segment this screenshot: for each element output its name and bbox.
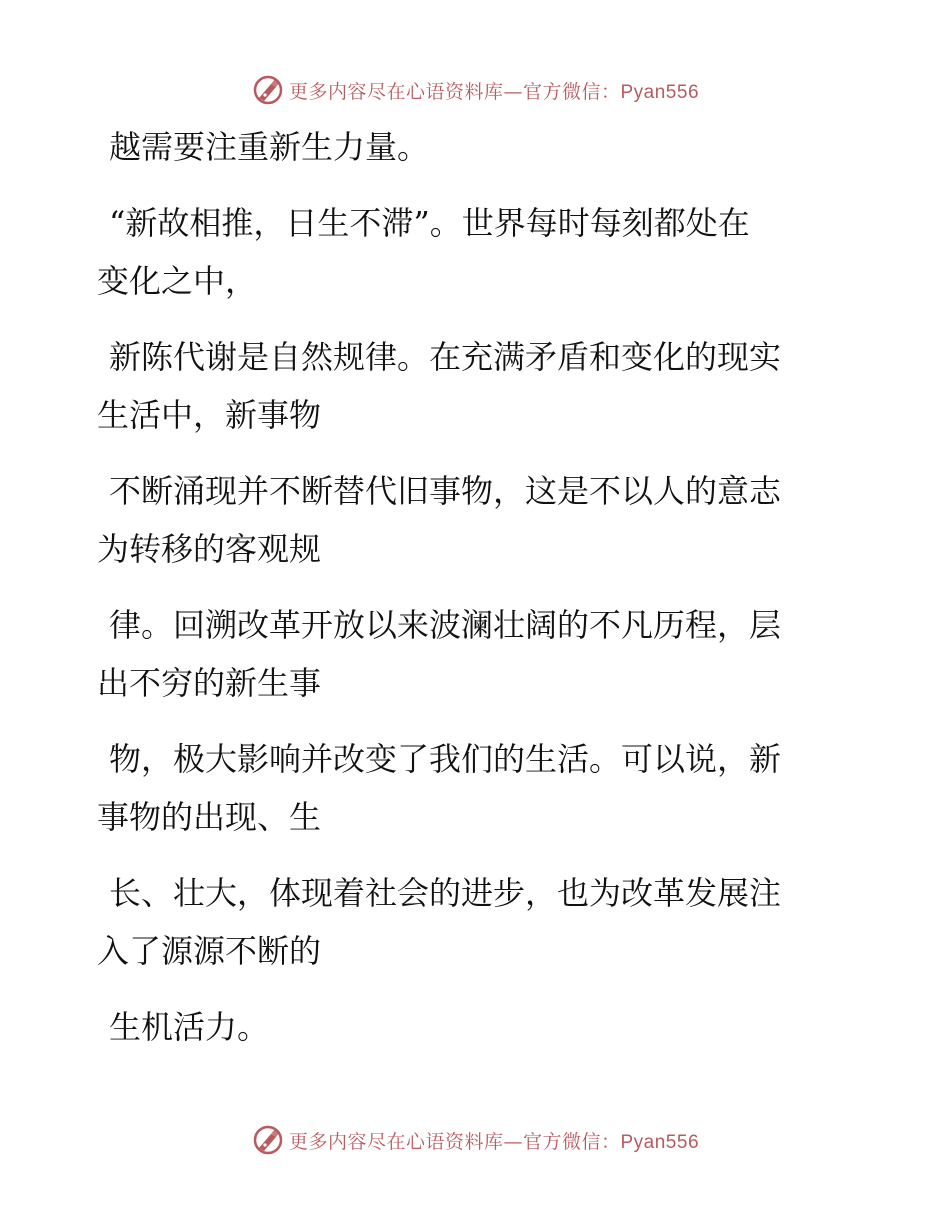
paragraph bbox=[97, 194, 837, 310]
paragraph bbox=[97, 328, 837, 444]
document-body bbox=[97, 118, 837, 1074]
paragraph bbox=[97, 118, 837, 176]
paragraph bbox=[97, 864, 837, 980]
paragraph-line: 为转移的客观规 bbox=[97, 530, 322, 568]
paragraph-line: 出不穷的新生事 bbox=[97, 664, 322, 702]
paragraph-line: 长、壮大，体现着社会的进步，也为改革发展注 bbox=[109, 874, 782, 912]
paragraph bbox=[97, 462, 837, 578]
header-banner bbox=[0, 70, 950, 110]
paragraph-line: 事物的出现、生 bbox=[97, 798, 322, 836]
footer-banner-handle: Pyan556 bbox=[620, 1131, 700, 1153]
paragraph bbox=[97, 730, 837, 846]
paragraph bbox=[97, 596, 837, 712]
pen-nib-logo-icon bbox=[251, 73, 285, 107]
paragraph-line: 律。回溯改革开放以来波澜壮阔的不凡历程，层 bbox=[109, 606, 782, 644]
paragraph-line: 物，极大影响并改变了我们的生活。可以说，新 bbox=[109, 740, 782, 778]
footer-banner-text: 更多内容尽在心语资料库—官方微信：Pyan556 bbox=[288, 1130, 700, 1153]
header-banner-handle: Pyan556 bbox=[620, 81, 700, 103]
paragraph-line: “新故相推，日生不滞”。世界每时每刻都处在 bbox=[109, 204, 750, 242]
paragraph-line: 入了源源不断的 bbox=[97, 932, 322, 970]
paragraph-line: 不断涌现并不断替代旧事物，这是不以人的意志 bbox=[109, 472, 782, 510]
header-banner-text: 更多内容尽在心语资料库—官方微信：Pyan556 bbox=[288, 80, 700, 103]
paragraph-line: 越需要注重新生力量。 bbox=[109, 128, 430, 166]
paragraph-line: 生机活力。 bbox=[109, 1008, 270, 1046]
paragraph-line: 新陈代谢是自然规律。在充满矛盾和变化的现实 bbox=[109, 338, 782, 376]
pen-nib-logo-icon bbox=[251, 1123, 285, 1157]
paragraph-line: 生活中，新事物 bbox=[97, 396, 322, 434]
footer-banner bbox=[0, 1120, 950, 1160]
paragraph bbox=[97, 998, 837, 1056]
paragraph-line: 变化之中， bbox=[97, 262, 258, 300]
